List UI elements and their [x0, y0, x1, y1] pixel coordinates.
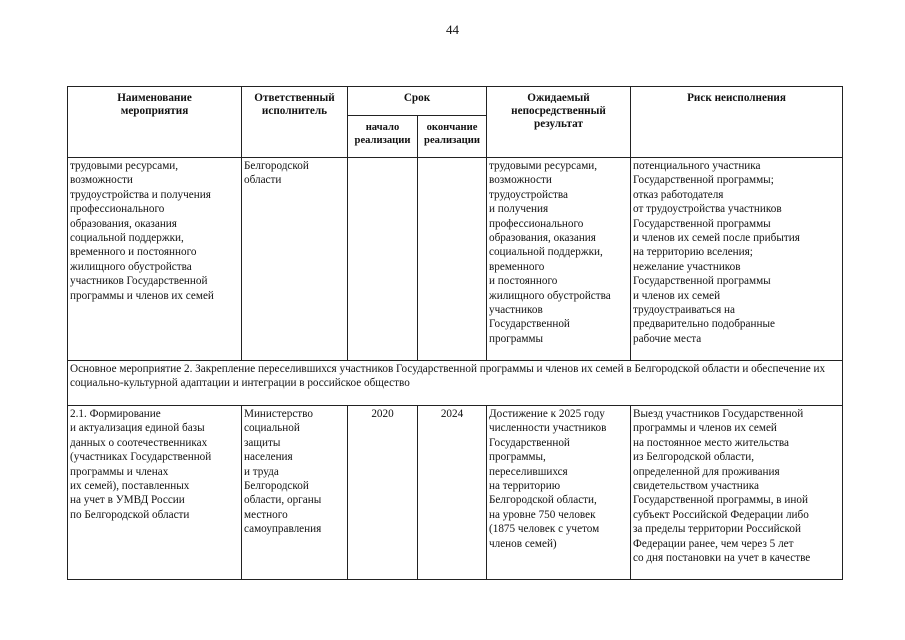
row2-responsible: Министерство социальной защиты населения и труда Белгородской области, органы местного самоуправления [242, 406, 348, 580]
row1-name: трудовыми ресурсами, возможности трудоустройства и получения профессионального образования, оказания социальной поддержки, временного и постоянного жилищного обустройства участников Государственной программы и членов их семей [68, 158, 242, 361]
row2-result: Достижение к 2025 году численности участников Государственной программы, переселившихся на территорию Белгородской области, на уровне 750 человек (1875 человек с учетом членов семей) [487, 406, 631, 580]
header-start: начало реализации [348, 116, 418, 158]
header-risk: Риск неисполнения [631, 87, 843, 158]
row1-start [348, 158, 418, 361]
table-row [68, 406, 843, 580]
activities-table [67, 86, 843, 580]
header-name: Наименование мероприятия [68, 87, 242, 158]
header-result: Ожидаемый непосредственный результат [487, 87, 631, 158]
row1-responsible: Белгородской области [242, 158, 348, 361]
header-end: окончание реализации [418, 116, 487, 158]
row2-start: 2020 [348, 406, 418, 580]
section-title: Основное мероприятие 2. Закрепление переселившихся участников Государственной программы и членов их семей в Белгородской области и обеспечение их социально-культурной адаптации и интеграции в российское общество [68, 361, 843, 406]
page-number: 44 [446, 22, 459, 37]
row2-risk: Выезд участников Государственной программы и членов их семей на постоянное место жительства из Белгородской области, определенной для проживания свидетельством участника Государственной программы, в иной субъект Российской Федерации либо за пределы территории Российской Федерации ранее, чем через 5 лет со дня постановки на учет в качестве [631, 406, 843, 580]
section-row [68, 361, 843, 406]
row2-end: 2024 [418, 406, 487, 580]
row1-result: трудовыми ресурсами, возможности трудоустройства и получения профессионального образования, оказания социальной поддержки, временного и постоянного жилищного обустройства участников Государственной программы [487, 158, 631, 361]
row1-risk: потенциального участника Государственной программы; отказ работодателя от трудоустройства участников Государственной программы и членов их семей после прибытия на территорию вселения; нежелание участников Государственной программы и членов их семей трудоустраиваться на предварительно подобранные рабочие места [631, 158, 843, 361]
table-row [68, 158, 843, 361]
header-term: Срок [348, 87, 487, 116]
row2-name: 2.1. Формирование и актуализация единой базы данных о соотечественниках (участниках Государственной программы и членах их семей), поставленных на учет в УМВД России по Белгородской области [68, 406, 242, 580]
header-responsible: Ответственный исполнитель [242, 87, 348, 158]
row1-end [418, 158, 487, 361]
